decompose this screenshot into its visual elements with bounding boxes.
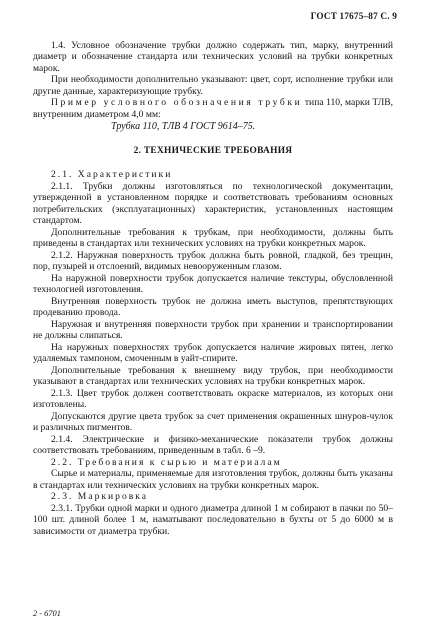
example-heading: Пример условного обозначения трубки xyxy=(51,97,303,109)
example-designation: Трубка 110, ТЛВ 4 ГОСТ 9614–75. xyxy=(111,120,256,132)
section-title: 2. ТЕХНИЧЕСКИЕ ТРЕБОВАНИЯ xyxy=(133,146,293,157)
page-header: ГОСТ 17675–87 С. 9 xyxy=(310,11,397,21)
paragraph-additional-2: Дополнительные требования к внешнему виду трубок, при необходимости указывают в стандартах или технических условиях на трубки конкретных марок. xyxy=(33,364,393,387)
subsection-2-3: 2.3. Маркировка xyxy=(51,491,149,503)
paragraph-2-1-2: 2.1.2. Наружная поверхность трубок должна быть ровной, гладкой, без трещин, пор, пузырей и отслоений, видимых невооруженным глазом. xyxy=(33,249,393,272)
paragraph-raw-materials: Сырье и материалы, применяемые для изготовления трубок, должны быть указаны в стандартах или технических условиях на трубки конкретных марок. xyxy=(33,468,393,491)
subsection-2-1: 2.1. Характеристики xyxy=(51,169,173,181)
paragraph-2-1-1: 2.1.1. Трубки должны изготовляться по технологической документации, утвержденной в установленном порядке и соответствовать требованиям основных потребительских (эксплуатационных) характеристик, установленных настоящим стандартом. xyxy=(33,181,393,227)
paragraph-2-3-1: 2.3.1. Трубки одной марки и одного диаметра длиной 1 м собирают в пачки по 50–100 шт. длиной более 1 м, наматывают последовательно в бухты от 5 до 6000 м в зависимости от диаметра трубки. xyxy=(33,502,393,537)
subsection-2-2: 2.2. Требования к сырью и материалам xyxy=(51,456,282,468)
paragraph-sticking: Наружная и внутренняя поверхности трубок при хранении и транспортировании не должны слипаться. xyxy=(33,318,393,341)
paragraph-2-1-3: 2.1.3. Цвет трубок должен соответствовать окраске материалов, из которых они изготовлены. xyxy=(33,387,393,410)
paragraph-example xyxy=(33,97,393,120)
paragraph-fat-spots: На наружных поверхностях трубок допускается наличие жировых пятен, легко удаляемых тампоном, смоченным в уайт-спирите. xyxy=(33,341,393,364)
paragraph-inner-surface: Внутренняя поверхность трубок не должна иметь выступов, препятствующих продеванию провода. xyxy=(33,295,393,318)
example-text: типа 110, марки ТЛВ, внутренним диаметром 4,0 мм: xyxy=(33,97,393,120)
paragraph-additional-1: Дополнительные требования к трубкам, при необходимости, должны быть приведены в стандартах или технических условиях на трубки конкретных марок. xyxy=(33,226,393,250)
paragraph-texture: На наружной поверхности трубок допускается наличие текстуры, обусловленной технологией изготовления. xyxy=(33,272,393,295)
paragraph-extra-info: При необходимости дополнительно указывают: цвет, сорт, исполнение трубки или другие данные, характеризующие трубку. xyxy=(33,74,393,97)
paragraph-colors: Допускаются другие цвета трубок за счет применения окрашенных шнуров-чулок и различных пигментов. xyxy=(33,410,393,433)
paragraph-1-4: 1.4. Условное обозначение трубки должно содержать тип, марку, внутренний диаметр и обозначение стандарта или технических условий на трубки конкретных марок. xyxy=(33,40,393,74)
document-body xyxy=(33,40,393,537)
page-footer-mark: 2 - 6701 xyxy=(33,609,61,618)
paragraph-2-1-4: 2.1.4. Электрические и физико-механические показатели трубок должны соответствовать требованиям, приведенным в табл. 6 –9. xyxy=(33,433,393,456)
